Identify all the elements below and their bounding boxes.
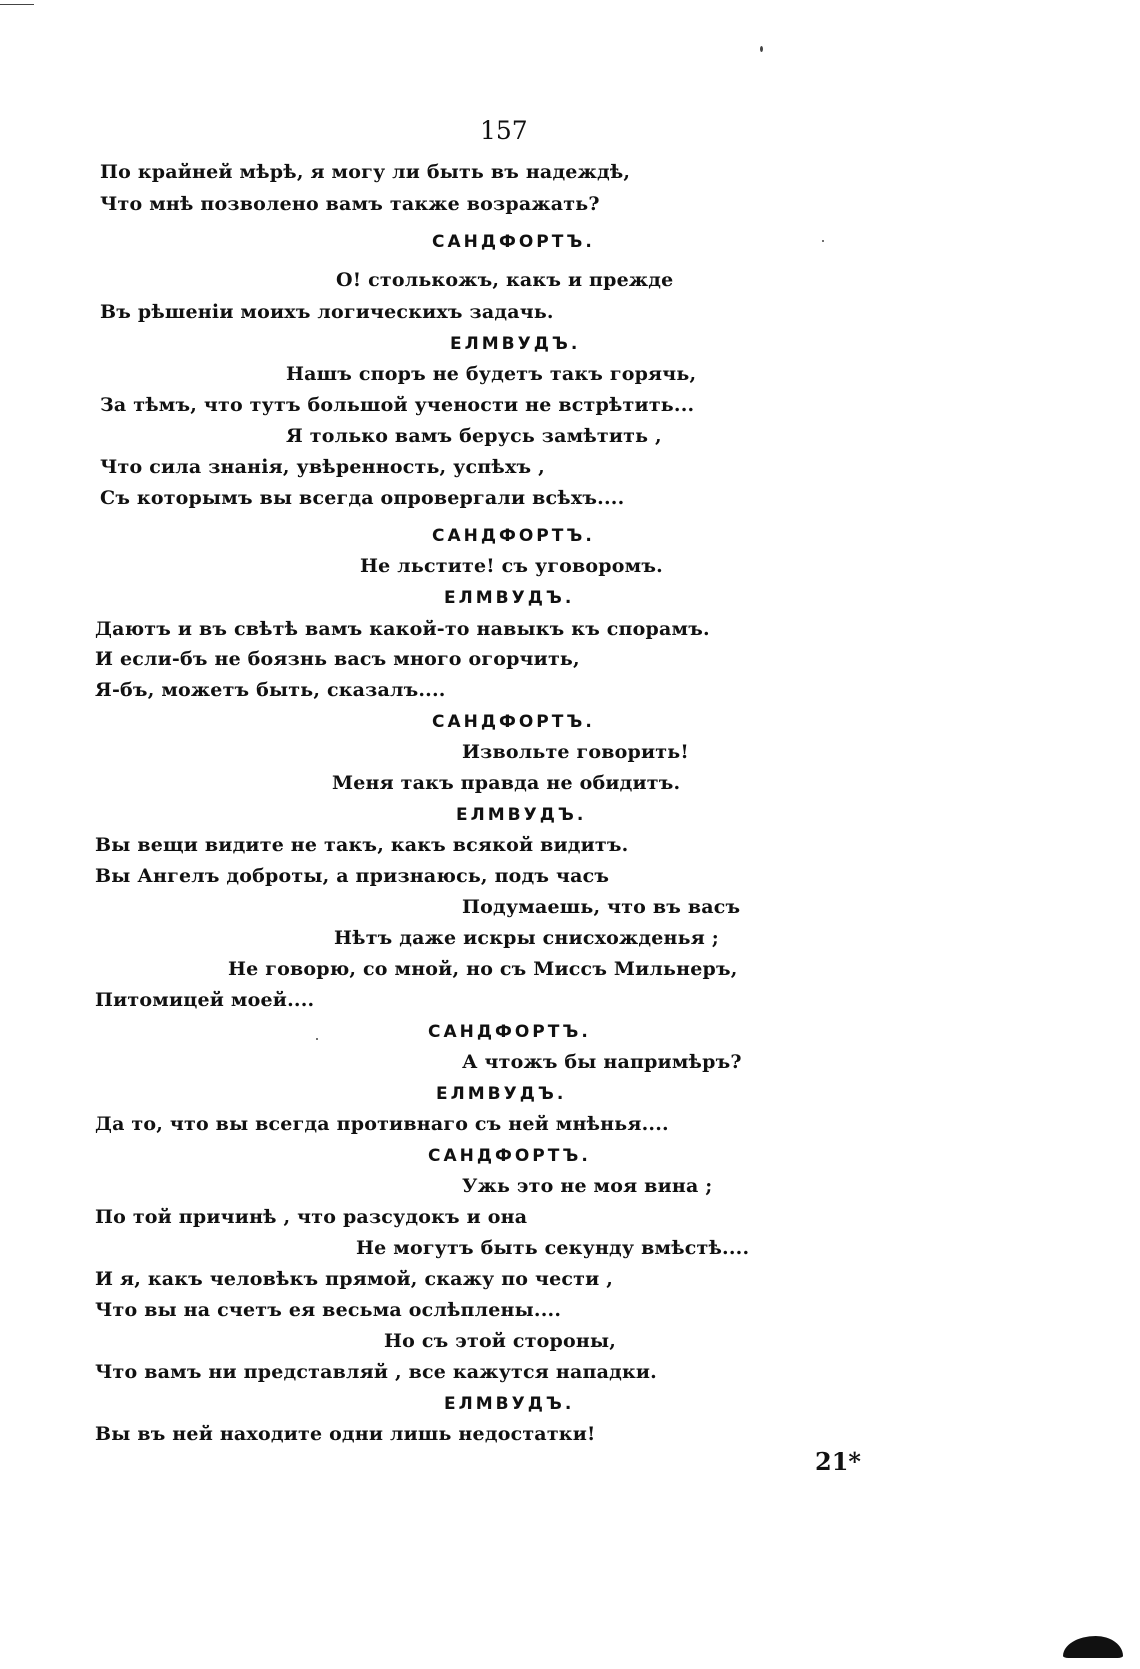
verse-line: Да то, что вы всегда противнаго съ ней мнѣнья....	[95, 1113, 669, 1135]
verse-line: Съ которымъ вы всегда опровергали всѣхъ....	[100, 487, 625, 509]
speaker-name: ЕЛМВУДЪ.	[436, 1084, 567, 1104]
speaker-name: ЕЛМВУДЪ.	[444, 1394, 575, 1414]
verse-line: Подумаешь, что въ васъ	[462, 896, 741, 918]
ink-speck	[316, 1038, 318, 1040]
verse-line: О! столькожъ, какъ и прежде	[336, 269, 674, 291]
verse-line: Вы Ангелъ доброты, а признаюсь, подъ часъ	[95, 865, 610, 887]
speaker-name: САНДФОРТЪ.	[432, 232, 595, 252]
verse-line: Не льстите! съ уговоромъ.	[360, 555, 663, 577]
verse-line: Не могутъ быть секунду вмѣстѣ....	[356, 1237, 750, 1259]
speaker-name: САНДФОРТЪ.	[428, 1146, 591, 1166]
verse-line: Вы вещи видите не такъ, какъ всякой видитъ.	[95, 834, 629, 856]
verse-line: Ужь это не моя вина ;	[462, 1175, 713, 1197]
speaker-name: ЕЛМВУДЪ.	[444, 588, 575, 608]
verse-line: По той причинѣ , что разсудокъ и она	[95, 1206, 528, 1228]
verse-line: И если-бъ не боязнь васъ много огорчить,	[95, 648, 580, 670]
ink-blot	[1063, 1636, 1123, 1658]
page-number: 157	[480, 116, 528, 145]
ink-speck	[760, 46, 763, 52]
verse-line: Не говорю, со мной, но съ Миссъ Мильнеръ,	[228, 958, 738, 980]
speaker-name: САНДФОРТЪ.	[428, 1022, 591, 1042]
verse-line: Въ рѣшеніи моихъ логическихъ задачь.	[100, 301, 554, 323]
speaker-name: ЕЛМВУДЪ.	[450, 334, 581, 354]
verse-line: Питомицей моей....	[95, 989, 315, 1011]
signature-mark: 21*	[815, 1447, 861, 1476]
verse-line: Даютъ и въ свѣтѣ вамъ какой-то навыкъ къ спорамъ.	[95, 618, 710, 640]
verse-line: Нашъ споръ не будетъ такъ горячь,	[286, 363, 697, 385]
verse-line: Я-бъ, можетъ быть, сказалъ....	[95, 679, 446, 701]
speaker-name: САНДФОРТЪ.	[432, 712, 595, 732]
verse-line: А чтожъ бы напримѣръ?	[462, 1051, 742, 1073]
verse-line: И я, какъ человѣкъ прямой, скажу по чести ,	[95, 1268, 614, 1290]
verse-line: Что сила знанія, увѣренность, успѣхъ ,	[100, 456, 545, 478]
verse-line: Но съ этой стороны,	[384, 1330, 617, 1352]
verse-line: Нѣтъ даже искры снисхожденья ;	[334, 927, 720, 949]
verse-line: Что вамъ ни представляй , все кажутся нападки.	[95, 1361, 657, 1383]
verse-line: Что вы на счетъ ея весьма ослѣплены....	[95, 1299, 562, 1321]
verse-line: Меня такъ правда не обидитъ.	[332, 772, 681, 794]
verse-line: Я только вамъ берусь замѣтить ,	[286, 425, 662, 447]
speaker-name: САНДФОРТЪ.	[432, 526, 595, 546]
verse-line: По крайней мѣрѣ, я могу ли быть въ надеждѣ,	[100, 161, 631, 183]
verse-line: Извольте говорить!	[462, 741, 689, 763]
speaker-name: ЕЛМВУДЪ.	[456, 805, 587, 825]
verse-line: Вы въ ней находите одни лишь недостатки!	[95, 1423, 596, 1445]
corner-mark	[0, 4, 34, 5]
ink-speck	[822, 240, 824, 242]
verse-line: За тѣмъ, что тутъ большой учености не встрѣтить...	[100, 394, 695, 416]
verse-line: Что мнѣ позволено вамъ также возражать?	[100, 193, 600, 215]
